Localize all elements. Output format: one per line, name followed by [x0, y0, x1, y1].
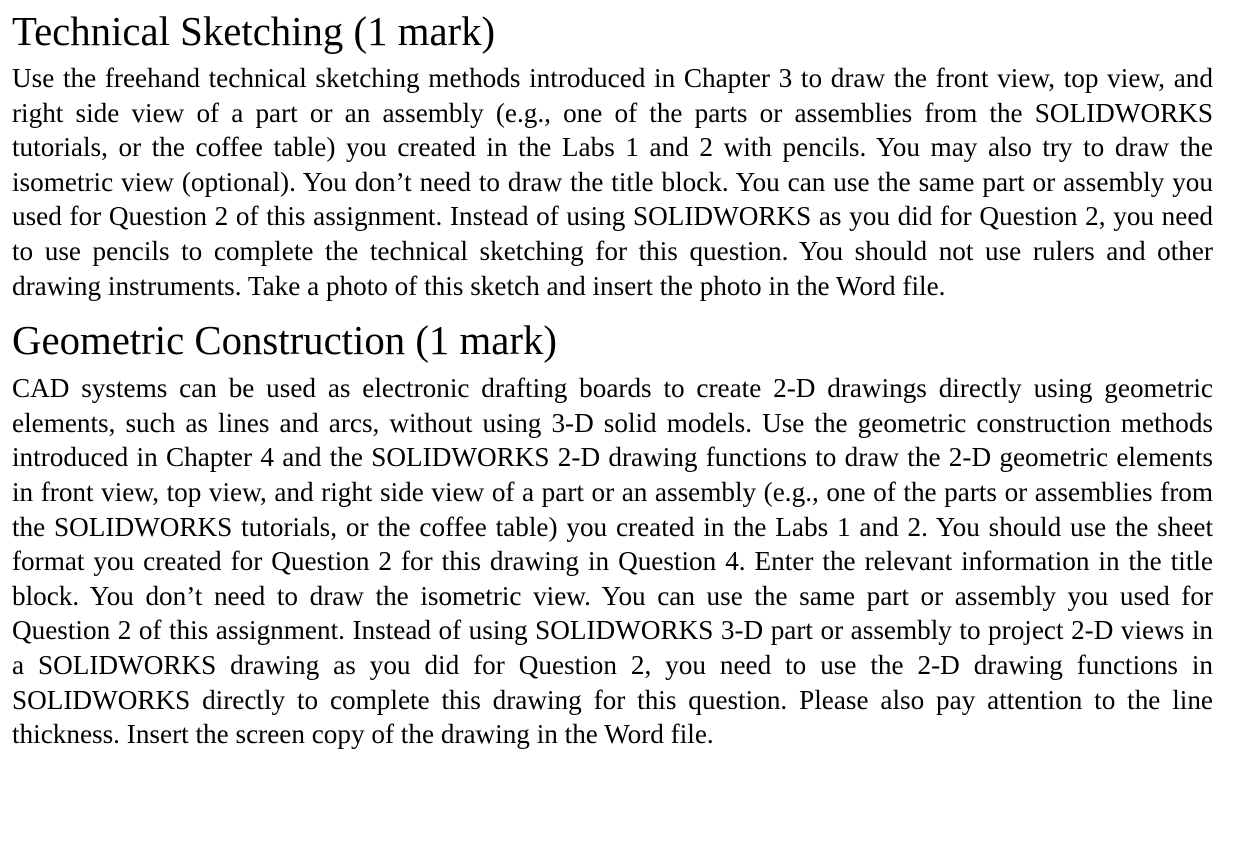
section-heading: Geometric Construction (1 mark)	[12, 318, 557, 364]
section-paragraph: Use the freehand technical sketching methods introduced in Chapter 3 to draw the front view, top view, and right side view of a part or an assembly (e.g., one of the parts or assemblies from the SOLIDWORKS tutorials, or the coffee table) you created in the Labs 1 and 2 with pencils. You may also try to draw the isometric view (optional). You don’t need to draw the title block. You can use the same part or assembly you used for Question 2 of this assignment. Instead of using SOLIDWORKS as you did for Question 2, you need to use pencils to complete the technical sketching for this question. You should not use rulers and other drawing instruments. Take a photo of this sketch and insert the photo in the Word file.	[12, 63, 1213, 301]
section-geometric-construction	[12, 318, 1213, 752]
section-heading: Technical Sketching (1 mark)	[12, 9, 496, 54]
section-technical-sketching	[12, 9, 1213, 303]
section-paragraph: CAD systems can be used as electronic drafting boards to create 2-D drawings directly using geometric elements, such as lines and arcs, without using 3-D solid models. Use the geometric construction methods introduced in Chapter 4 and the SOLIDWORKS 2-D drawing functions to draw the 2-D geometric elements in front view, top view, and right side view of a part or an assembly (e.g., one of the parts or assemblies from the SOLIDWORKS tutorials, or the coffee table) you created in the Labs 1 and 2. You should use the sheet format you created for Question 2 for this drawing in Question 4. Enter the relevant information in the title block. You don’t need to draw the isometric view. You can use the same part or assembly you used for Question 2 of this assignment. Instead of using SOLIDWORKS 3-D part or assembly to project 2-D views in a SOLIDWORKS drawing as you did for Question 2, you need to use the 2-D drawing functions in SOLIDWORKS directly to complete this drawing for this question. Please also pay attention to the line thickness. Insert the screen copy of the drawing in the Word file.	[12, 373, 1213, 750]
document	[12, 9, 1213, 752]
